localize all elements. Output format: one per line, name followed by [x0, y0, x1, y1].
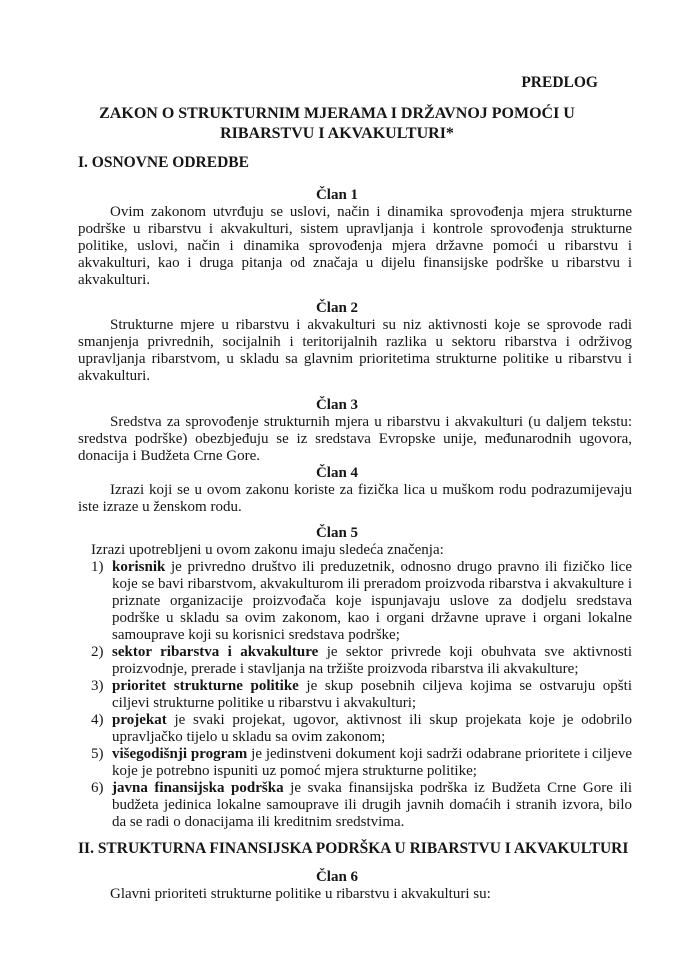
definition-text: je privredno društvo ili preduzetnik, odnosno drugo pravno ili fizičko lice koje se bavi ribarstvom, akvakulturom ili preradom proizvoda ribarstva i akvakulture i priznate organizacije proizvođača koje ispunjavaju uslove za dodjelu sredstava podrške u skladu sa ovim zakonom, kao i organi državne uprave i organi lokalne samouprave koji su korisnici sredstava podrške; [112, 559, 632, 643]
definition-term: višegodišnji program [112, 746, 248, 762]
definition-number: 6) [91, 780, 104, 796]
definition-text: je svaki projekat, ugovor, aktivnost ili skup projekata koje je odobrilo upravljačko tijelo u skladu sa ovim zakonom; [112, 712, 632, 745]
article-1-heading: Član 1 [315, 187, 359, 203]
definition-term: projekat [112, 712, 167, 728]
definition-term: javna finansijska podrška [112, 780, 284, 796]
article-2-heading: Član 2 [315, 300, 359, 316]
definition-number: 1) [91, 559, 104, 575]
chapter-2-heading: II. STRUKTURNA FINANSIJSKA PODRŠKA U RIBARSTVU I AKVAKULTURI [78, 840, 629, 857]
chapter-1-heading: I. OSNOVNE ODREDBE [78, 154, 249, 171]
predlog-label: PREDLOG [521, 74, 598, 91]
definition-term: sektor ribarstva i akvakulture [112, 644, 319, 660]
article-6-heading: Član 6 [315, 869, 359, 885]
definition-item-5 [78, 746, 632, 780]
definition-number: 4) [91, 712, 104, 728]
definition-item-3 [78, 678, 632, 712]
law-title: ZAKON O STRUKTURNIM MJERAMA I DRŽAVNOJ POMOĆI U RIBARSTVU I AKVAKULTURI* [99, 105, 575, 142]
article-4-text: Izrazi koji se u ovom zakonu koriste za fizička lica u muškom rodu podrazumijevaju iste izraze u ženskom rodu. [78, 482, 632, 515]
definition-term: prioritet strukturne politike [112, 678, 299, 694]
definition-number: 3) [91, 678, 104, 694]
definition-text: je sektor privrede koji obuhvata sve aktivnosti proizvodnje, prerade i stavljanja na tržište proizvoda ribarstva ili akvakulture; [112, 644, 633, 677]
article-5-heading: Član 5 [315, 525, 359, 541]
article-6-text: Glavni prioriteti strukturne politike u ribarstvu i akvakulturi su: [110, 886, 491, 902]
definition-text: je svaka finansijska podrška iz Budžeta Crne Gore ili budžeta jedinica lokalne samouprave ili drugih javnih domaćih i stranih izvora, bilo da se radi o donacijama ili kreditnim sredstvima. [112, 780, 632, 830]
article-2-text: Strukturne mjere u ribarstvu i akvakulturi su niz aktivnosti koje se sprovode radi smanjenja privrednih, socijalnih i teritorijalnih razlika u sektoru ribarstva i održivog upravljanja ribarstvom, u skladu sa glavnim prioritetima strukturne politike u ribarstvu i akvakulturi. [78, 317, 632, 384]
article-4-heading: Član 4 [315, 465, 359, 481]
article-1-text: Ovim zakonom utvrđuju se uslovi, način i dinamika sprovođenja mjera strukturne podrške u ribarstvu i akvakulturi, sistem upravljanja i kontrole sprovođenja strukturne politike, uslovi, način i dinamika sprovođenja mjera državne pomoći u ribarstvu i akvakulturi, kao i druga pitanja od značaja u dijelu finansijske podrške u ribarstvu i akvakulturi. [78, 204, 632, 288]
definition-text: je skup posebnih ciljeva kojima se ostvaruju opšti ciljevi strukturne politike u ribarstvu i akvakulturi; [112, 678, 632, 711]
definition-number: 5) [91, 746, 104, 762]
definition-item-6 [78, 780, 632, 831]
definition-text: je jedinstveni dokument koji sadrži odabrane prioritete i ciljeve koje je potrebno ispuniti uz pomoć mjera strukturne politike; [112, 746, 632, 779]
definition-item-1 [78, 559, 632, 644]
definition-item-4 [78, 712, 632, 746]
article-3-heading: Član 3 [315, 397, 359, 413]
article-5-intro: Izrazi upotrebljeni u ovom zakonu imaju sledeća značenja: [91, 542, 444, 558]
article-3-text: Sredstva za sprovođenje strukturnih mjera u ribarstvu i akvakulturi (u daljem tekstu: sredstva podrške) obezbjeđuju se iz sredstava Evropske unije, međunarodnih ugovora, donacija i Budžeta Crne Gore. [78, 414, 632, 464]
definition-item-2 [78, 644, 632, 678]
definition-number: 2) [91, 644, 104, 660]
definition-term: korisnik [112, 559, 166, 575]
